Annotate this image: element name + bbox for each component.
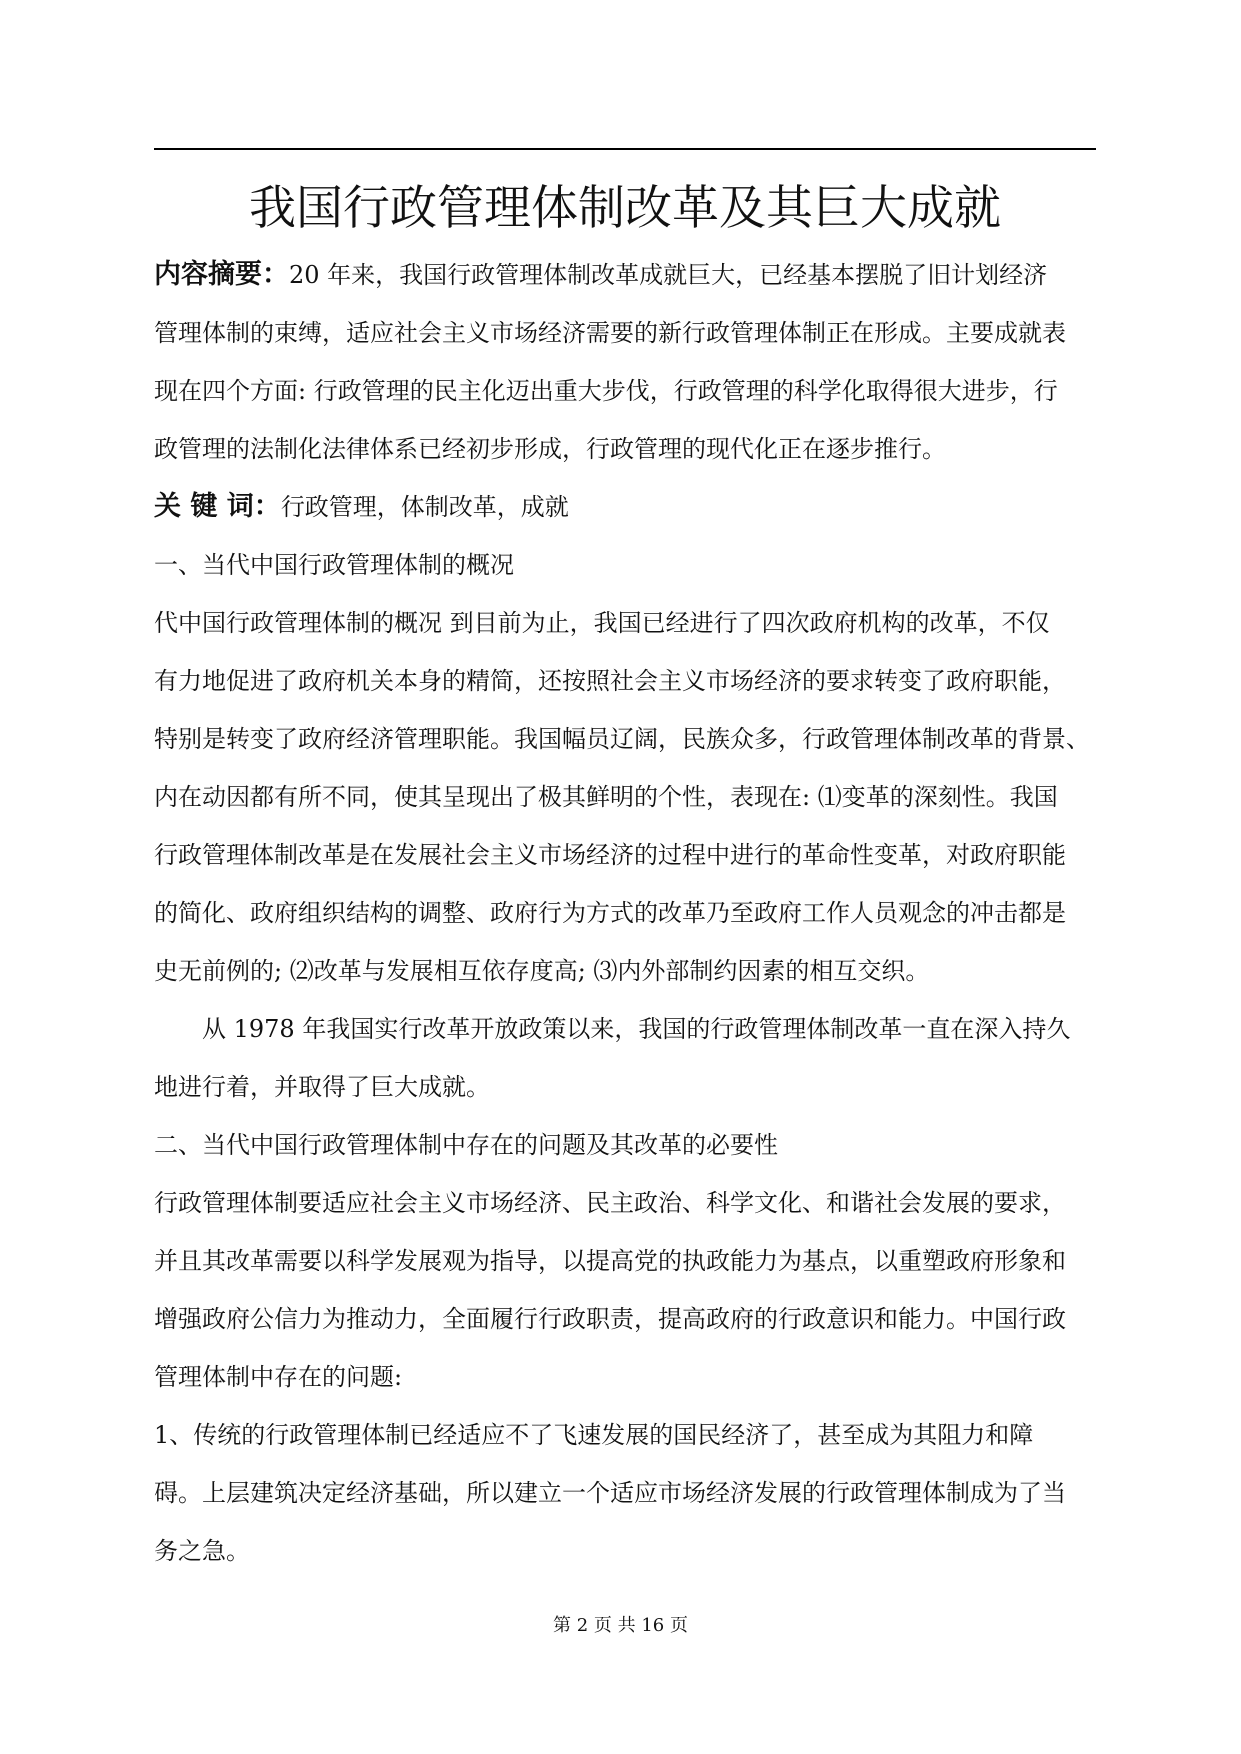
section1-para1-line: 的简化、政府组织结构的调整、政府行为方式的改革乃至政府工作人员观念的冲击都是 — [154, 899, 1066, 927]
section1-para1-line: 内在动因都有所不同，使其呈现出了极其鲜明的个性，表现在: ⑴变革的深刻性。我国 — [154, 783, 1058, 811]
keywords-line — [154, 478, 1104, 536]
section2-para2-line: 务之急。 — [154, 1537, 250, 1565]
section2-para2-line: 碍。上层建筑决定经济基础，所以建立一个适应市场经济发展的行政管理体制成为了当 — [154, 1479, 1066, 1507]
section1 — [154, 536, 1104, 1116]
section2-para1-line: 行政管理体制要适应社会主义市场经济、民主政治、科学文化、和谐社会发展的要求， — [154, 1189, 1066, 1217]
keywords-block — [154, 478, 1104, 536]
abstract-line: 现在四个方面: 行政管理的民主化迈出重大步伐，行政管理的科学化取得很大进步，行 — [154, 377, 1058, 405]
section1-para1-line: 有力地促进了政府机关本身的精简，还按照社会主义市场经济的要求转变了政府职能， — [154, 667, 1066, 695]
section2-para1-line: 并且其改革需要以科学发展观为指导，以提高党的执政能力为基点，以重塑政府形象和 — [154, 1247, 1066, 1275]
section2 — [154, 1116, 1104, 1580]
section1-para1-line: 代中国行政管理体制的概况 到目前为止，我国已经进行了四次政府机构的改革，不仅 — [154, 609, 1050, 637]
section2-para2-line: 1、传统的行政管理体制已经适应不了飞速发展的国民经济了，甚至成为其阻力和障 — [154, 1421, 1034, 1449]
section1-heading: 一、当代中国行政管理体制的概况 — [154, 551, 514, 579]
abstract-label: 内容摘要： — [154, 259, 289, 290]
section1-para1-line: 史无前例的; ⑵改革与发展相互依存度高; ⑶内外部制约因素的相互交织。 — [154, 957, 930, 985]
abstract-line: 管理体制的束缚，适应社会主义市场经济需要的新行政管理体制正在形成。主要成就表 — [154, 319, 1066, 347]
header-rule — [154, 148, 1096, 150]
section2-para1-line: 管理体制中存在的问题: — [154, 1363, 403, 1391]
section1-para2-line: 从 1978 年我国实行改革开放政策以来，我国的行政管理体制改革一直在深入持久 — [202, 1015, 1071, 1043]
section1-para1-line: 行政管理体制改革是在发展社会主义市场经济的过程中进行的革命性变革，对政府职能 — [154, 841, 1066, 869]
section2-para1-line: 增强政府公信力为推动力，全面履行行政职责，提高政府的行政意识和能力。中国行政 — [154, 1305, 1066, 1333]
section2-heading: 二、当代中国行政管理体制中存在的问题及其改革的必要性 — [154, 1131, 778, 1159]
keywords-label: 关 键 词： — [154, 491, 281, 522]
page-footer: 第 2 页 共 16 页 — [553, 1615, 688, 1636]
abstract-line — [154, 246, 1104, 304]
abstract-line: 政管理的法制化法律体系已经初步形成，行政管理的现代化正在逐步推行。 — [154, 435, 946, 463]
section1-para1-line: 特别是转变了政府经济管理职能。我国幅员辽阔，民族众多，行政管理体制改革的背景、 — [154, 725, 1090, 753]
keywords-text: 行政管理，体制改革，成就 — [280, 493, 569, 521]
document-title: 我国行政管理体制改革及其巨大成就 — [249, 181, 1001, 236]
section1-para2-line: 地进行着，并取得了巨大成就。 — [154, 1073, 490, 1101]
abstract-text: 20 年来，我国行政管理体制改革成就巨大，已经基本摆脱了旧计划经济 — [289, 261, 1048, 289]
abstract-block — [154, 246, 1104, 478]
